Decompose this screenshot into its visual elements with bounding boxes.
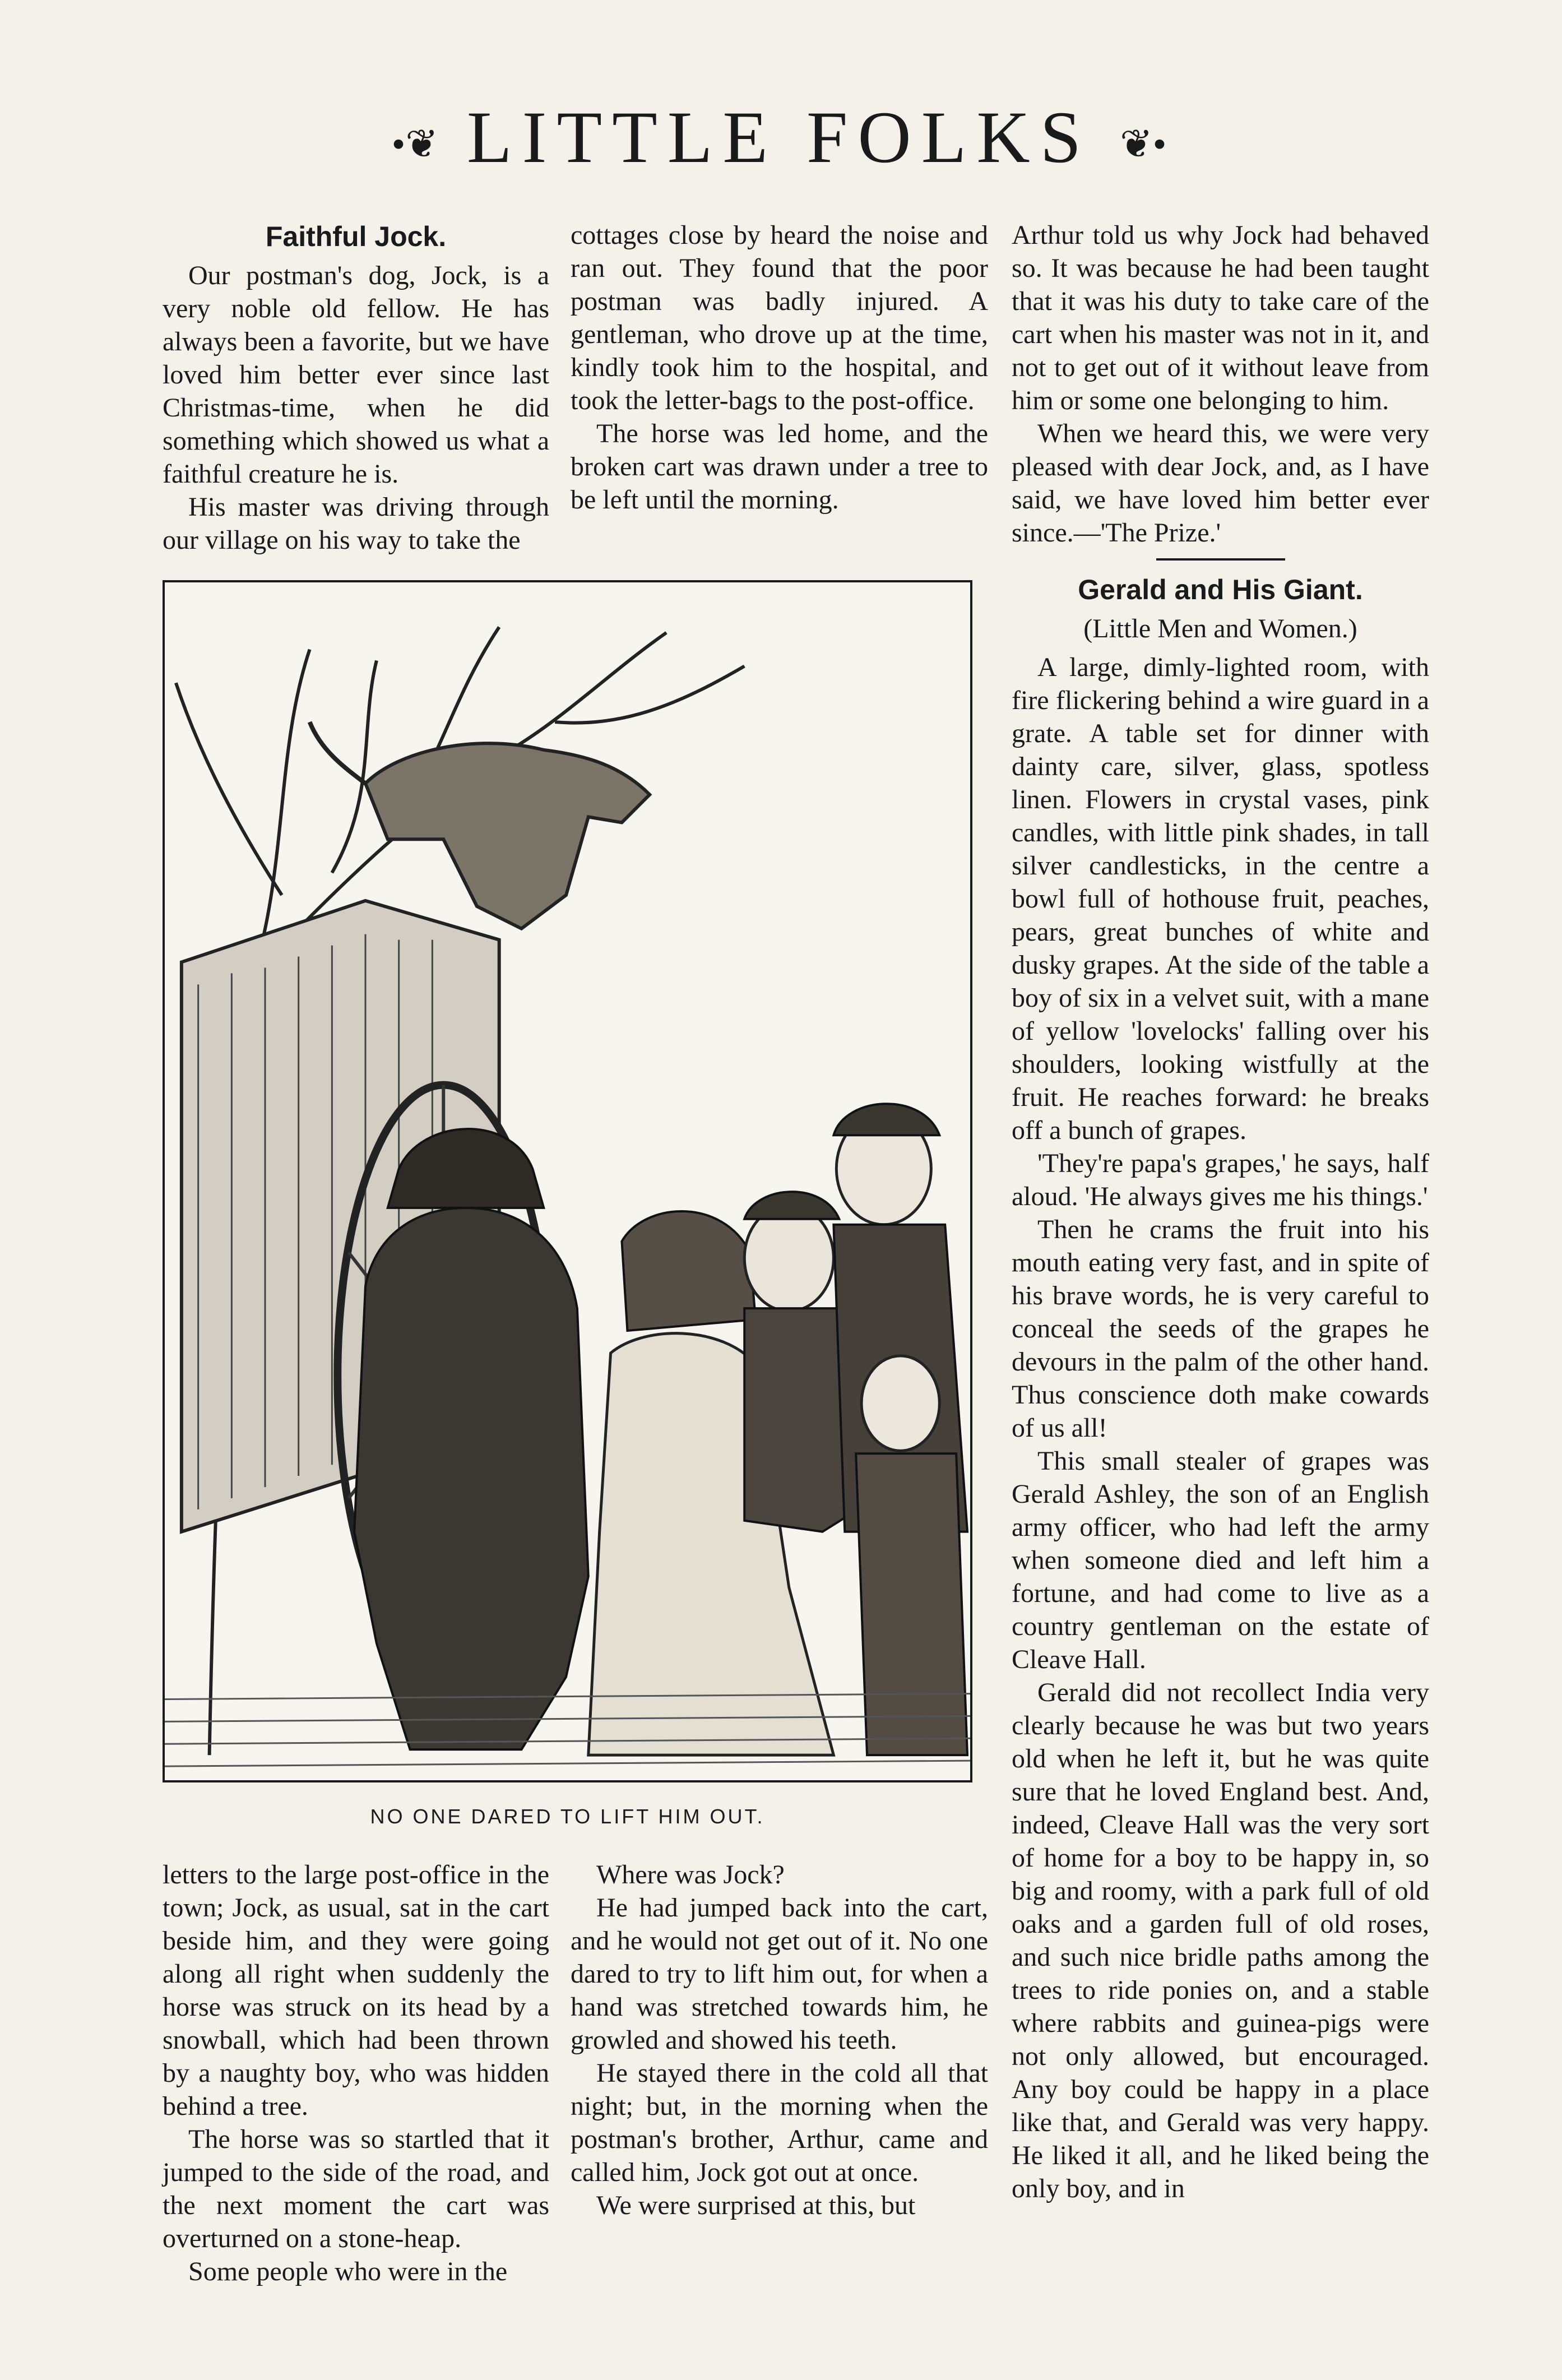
column-1-bottom — [163, 1858, 549, 2288]
paragraph: Arthur told us why Jock had behaved so. It was because he had been taught that it was his duty to take care of the cart when his master was not in it, and not to get out of it without leave from him or some one belonging to him. — [1012, 220, 1429, 415]
paragraph: We were surprised at this, but — [596, 2191, 916, 2220]
masthead-ornament-right: ❦• — [1120, 123, 1167, 166]
article-subtitle: (Little Men and Women.) — [1083, 614, 1357, 643]
paragraph: Gerald did not recollect India very clearly because he was but two years old when he left it, but he was quite sure that he loved England best. And, indeed, Cleave Hall was the very sort of home for a boy to be happy in, so big and roomy, with a park full of old oaks and a garden full of old roses, and such nice bridle paths among the trees to ride ponies on, and a stable where rabbits and guinea-pigs were not only allowed, but encouraged. Any boy could be happy in a place like that, and Gerald was very happy. He liked it all, and he liked being the only boy, and in — [1012, 1678, 1429, 2203]
paragraph: Where was Jock? — [596, 1860, 785, 1890]
paragraph: Some people who were in the — [188, 2257, 508, 2286]
paragraph: The horse was so startled that it jumped to the side of the road, and the next moment the cart was overturned on a stone-heap. — [163, 2124, 549, 2253]
illustration-caption: NO ONE DARED TO LIFT HIM OUT. — [370, 1805, 765, 1828]
paragraph: This small stealer of grapes was Gerald Ashley, the son of an English army officer, who had left the army when someone died and left him a fortune, and had come to live as a country gentleman on the estate of Cleave Hall. — [1012, 1446, 1429, 1674]
column-1-top — [163, 219, 549, 557]
column-2-top — [571, 219, 988, 516]
paragraph: Then he crams the fruit into his mouth eating very fast, and in spite of his brave words, he is very careful to conceal the seeds of the grapes he devours in the palm of the other hand. Thus conscience doth make cowards of us all! — [1012, 1215, 1429, 1443]
engraving-illustration — [163, 580, 972, 1782]
paragraph: When we heard this, we were very pleased with dear Jock, and, as I have said, we have loved him better ever since.—'The Prize.' — [1012, 419, 1429, 548]
paragraph: Our postman's dog, Jock, is a very noble old fellow. He has always been a favorite, but we have loved him better ever since last Christmas-time, when he did something which showed us what a faithful creature he is. — [163, 261, 549, 489]
paragraph: letters to the large post-office in the town; Jock, as usual, sat in the cart beside him, and they were going along all right when suddenly the horse was struck on its head by a snowball, which had been thrown by a naughty boy, who was hidden behind a tree. — [163, 1860, 549, 2121]
column-2-bottom — [571, 1858, 988, 2222]
paragraph: The horse was led home, and the broken cart was drawn under a tree to be left until the morning. — [571, 419, 988, 515]
article-title-gerald: Gerald and His Giant. — [1078, 574, 1363, 605]
paragraph: cottages close by heard the noise and ran out. They found that the poor postman was badly injured. A gentleman, who drove up at the time, kindly took him to the hospital, and took the letter-bags to the post-office. — [571, 220, 988, 415]
masthead-title: LITTLE FOLKS — [466, 96, 1092, 178]
paragraph: His master was driving through our village on his way to take the — [163, 492, 549, 555]
paragraph: He stayed there in the cold all that night; but, in the morning when the postman's brother, Arthur, came and called him, Jock got out at once. — [571, 2058, 988, 2187]
engraving-image — [165, 582, 970, 1780]
paragraph: A large, dimly-lighted room, with fire flickering behind a wire guard in a grate. A table set for dinner with dainty care, silver, glass, spotless linen. Flowers in crystal vases, pink candles, with little pink shades, in tall silver candlesticks, in the centre a bowl full of hothouse fruit, peaches, pears, great bunches of white and dusky grapes. At the side of the table a boy of six in a velvet suit, with a mane of yellow 'lovelocks' falling over his shoulders, looking wistfully at the fruit. He reaches forward: he breaks off a bunch of grapes. — [1012, 652, 1429, 1145]
paragraph: 'They're papa's grapes,' he says, half aloud. 'He always gives me his things.' — [1012, 1149, 1429, 1211]
masthead — [314, 95, 1244, 179]
masthead-ornament-left: •❦ — [391, 123, 438, 166]
paragraph: He had jumped back into the cart, and he would not get out of it. No one dared to try to lift him out, for when a hand was stretched towards him, he growled and showed his teeth. — [571, 1893, 988, 2055]
column-3 — [1012, 219, 1429, 2205]
article-title-faithful-jock: Faithful Jock. — [265, 221, 447, 252]
article-divider — [1156, 558, 1285, 561]
